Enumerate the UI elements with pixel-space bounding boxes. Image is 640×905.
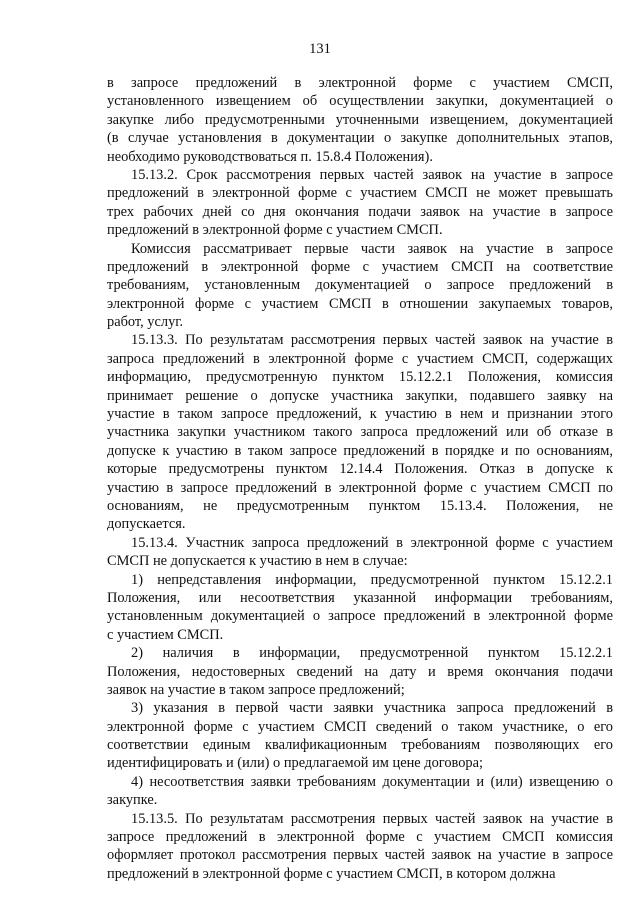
text-line: установленным документацией о запросе предложений в электронной форме [107, 608, 613, 625]
text-line: предложений в электронной форме с участием СМСП не может превышать [107, 185, 613, 202]
paragraph [107, 773, 613, 810]
text-line: необходимо руководствоваться п. 15.8.4 Положения). [107, 148, 433, 165]
text-line: предложений в электронной форме с участием СМСП на соответствие [107, 258, 613, 275]
text-line: работ, услуг. [107, 314, 184, 331]
text-line: основаниям, не предусмотренным пунктом 15.13.4. Положения, не [107, 497, 613, 514]
text-line: закупке. [107, 792, 158, 809]
paragraph [107, 166, 613, 240]
text-line: 3) указания в первой части заявки участника запроса предложений в [131, 700, 613, 717]
text-line: 15.13.5. По результатам рассмотрения первых частей заявок на участие в [131, 810, 613, 827]
text-line: предложений в электронной форме с участием СМСП. [107, 222, 443, 239]
document-body [107, 74, 613, 883]
text-line: закупке либо предусмотренными уточненными извещением, документацией [107, 111, 613, 128]
paragraph [107, 240, 613, 332]
text-line: электронной форме с участием СМСП сведений о таком участнике, о его [107, 718, 613, 735]
text-line: участие в таком запросе предложений, к участию в нем и признании этого [107, 406, 613, 423]
page-number: 131 [309, 41, 331, 57]
text-line: оформляет протокол рассмотрения первых частей заявок на участие в запросе [107, 847, 613, 864]
text-line: 15.13.4. Участник запроса предложений в электронной форме с участием [131, 534, 613, 551]
text-line: СМСП не допускается к участию в нем в случае: [107, 553, 408, 570]
paragraph [107, 74, 613, 166]
text-line: допуске к участию в таком запросе предложений в порядке и по основаниям, [107, 442, 613, 459]
text-line: допускается. [107, 516, 186, 533]
text-line: запросе предложений в электронной форме с участием СМСП комиссия [107, 829, 613, 846]
text-line: информацию, предусмотренную пунктом 15.12.2.1 Положения, комиссия [107, 369, 613, 386]
text-line: соответствии единым квалификационным требованиям позволяющих его [107, 737, 613, 754]
text-line: электронной форме с участием СМСП в отношении закупаемых товаров, [107, 295, 613, 312]
paragraph [107, 534, 613, 571]
text-line: 15.13.2. Срок рассмотрения первых частей заявок на участие в запросе [131, 166, 613, 183]
text-line: которые предусмотрены пунктом 12.14.4 Положения. Отказ в допуске к [107, 461, 613, 478]
text-line: 1) непредставления информации, предусмотренной пунктом 15.12.2.1 [131, 571, 613, 588]
paragraph [107, 644, 613, 699]
text-line: заявок на участие в таком запросе предложений; [107, 681, 405, 698]
text-line: 2) наличия в информации, предусмотренной пунктом 15.12.2.1 [131, 645, 613, 662]
text-line: Положения, недостоверных сведений на дату и время окончания подачи [107, 663, 613, 680]
paragraph [107, 810, 613, 884]
text-line: идентифицировать и (или) о предлагаемой им цене договора; [107, 755, 484, 772]
text-line: Положения, или несоответствия указанной информации требованиям, [107, 589, 613, 606]
text-line: в запросе предложений в электронной форме с участием СМСП, [107, 75, 613, 91]
text-line: установленного извещением об осуществлении закупки, документацией о [107, 93, 613, 110]
text-line: требованиям, установленным документацией о запросе предложений в [107, 277, 613, 294]
text-line: 4) несоответствия заявки требованиям документации и (или) извещению о [131, 773, 613, 790]
text-line: участию в запросе предложений в электронной форме с участием СМСП по [107, 479, 613, 496]
paragraph [107, 699, 613, 773]
text-line: трех рабочих дней со дня окончания подачи заявок на участие в запросе [107, 203, 613, 220]
text-line: Комиссия рассматривает первые части заявок на участие в запросе [131, 240, 613, 257]
text-line: участника закупки участником такого запроса предложений или об отказе в [107, 424, 613, 441]
text-line: с участием СМСП. [107, 626, 224, 643]
paragraph [107, 571, 613, 645]
paragraph [107, 331, 613, 533]
text-line: (в случае установления в документации о закупке дополнительных этапов, [107, 130, 613, 147]
text-line: запроса предложений в электронной форме с участием СМСП, содержащих [107, 350, 613, 367]
text-line: 15.13.3. По результатам рассмотрения первых частей заявок на участие в [131, 332, 613, 349]
text-line: принимает решение о допуске участника закупки, подавшего заявку на [107, 387, 613, 404]
text-line: предложений в электронной форме с участием СМСП, в котором должна [107, 865, 556, 882]
